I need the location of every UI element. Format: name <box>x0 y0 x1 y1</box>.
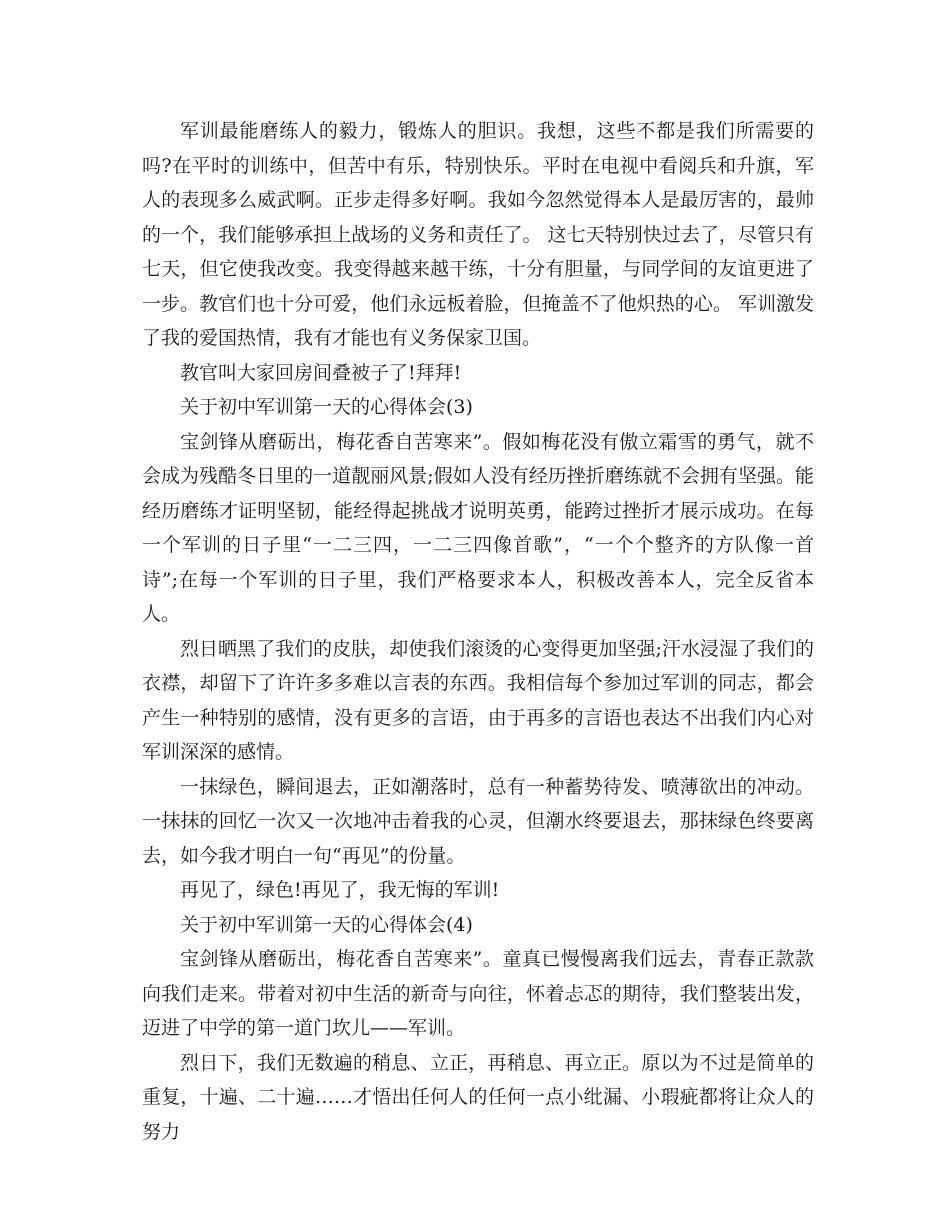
paragraph-2: 教官叫大家回房间叠被子了!拜拜! <box>180 361 462 384</box>
section-heading-3: 关于初中军训第一天的心得体会(3) <box>180 396 473 418</box>
paragraph-1: 军训最能磨练人的毅力，锻炼人的胆识。我想，这些不都是我们所需要的吗?在平时的训练中，但苦中有乐，特别快乐。平时在电视中看阅兵和升旗，军人的表现多么威武啊。正步走得多好啊。我如今忽然觉得本人是最厉害的，最帅的一个，我们能够承担上战场的义务和责任了。 这七天特别快过去了，尽管只有七天，但它使我改变。我变得越来越干练，十分有胆量，与同学间的友谊更进了一步。教官们也十分可爱，他们永远板着脸，但掩盖不了他炽热的心。 军训激发了我的爱国热情，我有才能也有义务保家卫国。 <box>142 120 814 349</box>
section-heading-4: 关于初中军训第一天的心得体会(4) <box>180 913 473 936</box>
paragraph-4: 烈日晒黑了我们的皮肤，却使我们滚烫的心变得更加坚强;汗水浸湿了我们的衣襟，却留下了许许多多难以言表的东西。我相信每个参加过军训的同志，都会产生一种特别的感情，没有更多的言语，由于再多的言语也表达不出我们内心对军训深深的感情。 <box>142 637 814 763</box>
paragraph-5: 一抹绿色，瞬间退去，正如潮落时，总有一种蓄势待发、喷薄欲出的冲动。一抹抹的回忆一次又一次地冲击着我的心灵，但潮水终要退去，那抹绿色终要离去，如今我才明白一句“再见”的份量。 <box>142 775 814 867</box>
paragraph-7: 宝剑锋从磨砺出，梅花香自苦寒来”。童真已慢慢离我们远去，青春正款款向我们走来。带着对初中生活的新奇与向往，怀着忐忑的期待，我们整装出发，迈进了中学的第一道门坎儿——军训。 <box>142 948 814 1039</box>
paragraph-6: 再见了，绿色!再见了，我无悔的军训! <box>180 879 500 901</box>
paragraph-8: 烈日下，我们无数遍的稍息、立正，再稍息、再立正。原以为不过是简单的重复，十遍、二十遍……才悟出任何人的任何一点小纰漏、小瑕疵都将让众人的努力 <box>142 1051 814 1143</box>
paragraph-3: 宝剑锋从磨砺出，梅花香自苦寒来”。假如梅花没有傲立霜雪的勇气，就不会成为残酷冬日里的一道靓丽风景;假如人没有经历挫折磨练就不会拥有坚强。能经历磨练才证明坚韧，能经得起挑战才说明英勇，能跨过挫折才展示成功。在每一个军训的日子里“一二三四，一二三四像首歌”，“一个个整齐的方队像一首诗”;在每一个军训的日子里，我们严格要求本人，积极改善本人，完全反省本人。 <box>142 430 814 625</box>
document-body <box>142 114 814 1149</box>
